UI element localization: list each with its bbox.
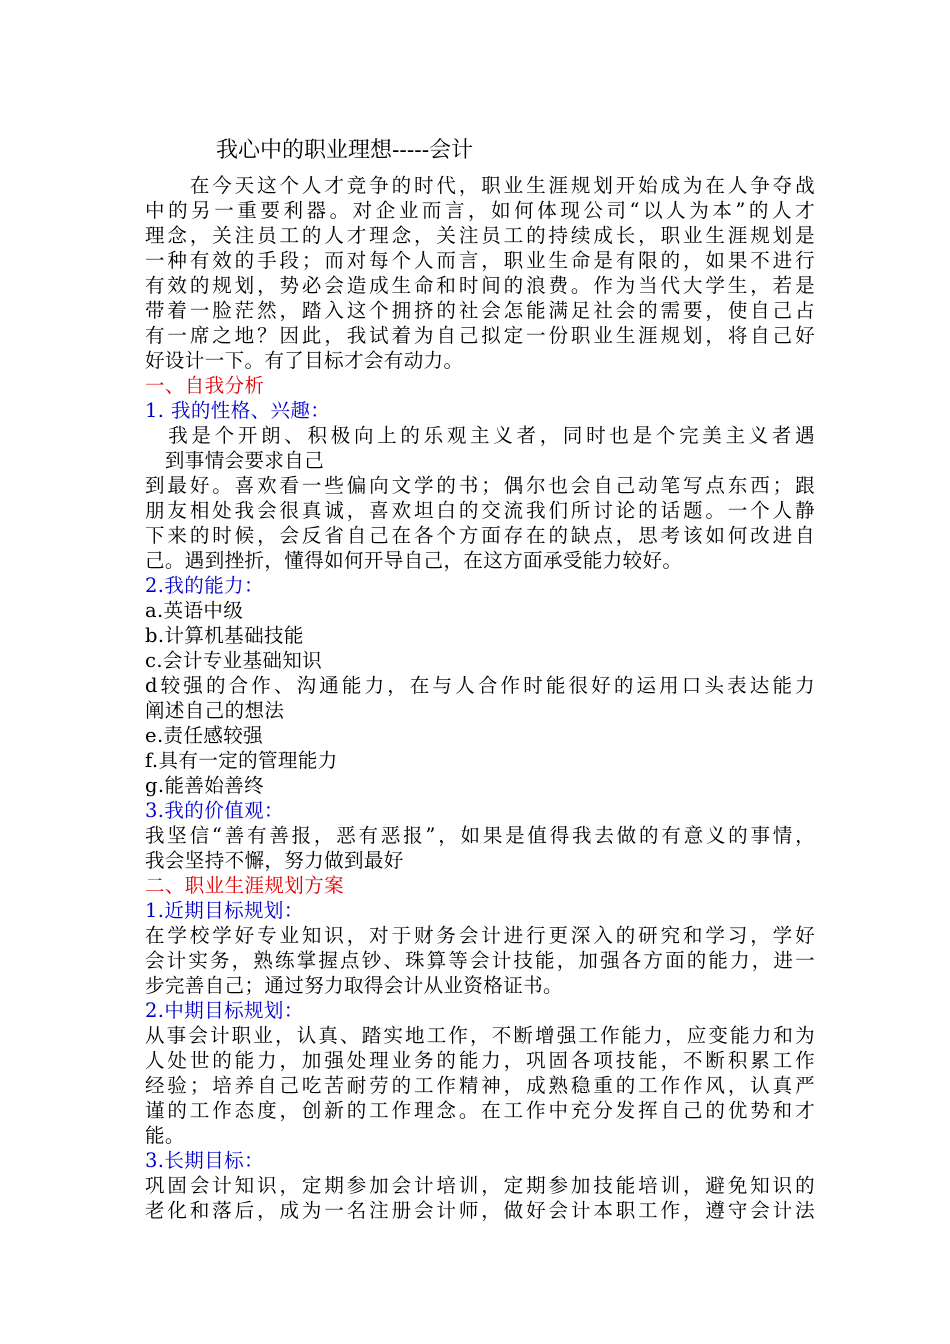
ability-item: 阐述自己的想法 — [145, 699, 285, 722]
subheading-near-term: 1.近期目标规划： — [145, 899, 304, 922]
intro-line: 中的另一重要利器。对企业而言，如何体现公司“以人为本”的人才 — [145, 199, 815, 222]
ability-item: f.具有一定的管理能力 — [145, 749, 338, 772]
intro-line: 带着一脸茫然，踏入这个拥挤的社会怎能满足社会的需要，使自己占 — [145, 299, 815, 322]
ability-item: e.责任感较强 — [145, 724, 264, 747]
mid-term-line: 从事会计职业，认真、踏实地工作，不断增强工作能力，应变能力和为 — [145, 1024, 815, 1047]
near-term-line: 会计实务，熟练掌握点钞、珠算等会计技能，加强各方面的能力，进一 — [145, 949, 815, 972]
values-line: 我坚信“善有善报，恶有恶报”，如果是值得我去做的有意义的事情， — [145, 824, 815, 847]
subheading-values: 3.我的价值观： — [145, 799, 284, 822]
near-term-line: 在学校学好专业知识，对于财务会计进行更深入的研究和学习，学好 — [145, 924, 815, 947]
intro-line: 一种有效的手段；而对每个人而言，职业生命是有限的，如果不进行 — [145, 249, 815, 272]
personality-line: 到最好。喜欢看一些偏向文学的书；偶尔也会自己动笔写点东西；跟 — [145, 474, 815, 497]
long-term-line: 巩固会计知识，定期参加会计培训，定期参加技能培训，避免知识的 — [145, 1174, 815, 1197]
intro-line: 理念，关注员工的人才理念，关注员工的持续成长，职业生涯规划是 — [145, 224, 815, 247]
intro-line: 有一席之地？因此，我试着为自己拟定一份职业生涯规划，将自己好 — [145, 324, 815, 347]
ability-item: b.计算机基础技能 — [145, 624, 304, 647]
ability-item: d较强的合作、沟通能力，在与人合作时能很好的运用口头表达能力 — [145, 674, 815, 697]
subheading-long-term: 3.长期目标： — [145, 1149, 264, 1172]
personality-line: 到事情会要求自己 — [145, 449, 325, 472]
personality-line: 己。遇到挫折，懂得如何开导自己，在这方面承受能力较好。 — [145, 549, 683, 572]
intro-line: 有效的规划，势必会造成生命和时间的浪费。作为当代大学生，若是 — [145, 274, 815, 297]
personality-line: 我是个开朗、积极向上的乐观主义者，同时也是个完美主义者遇 — [145, 424, 815, 447]
personality-line: 朋友相处我会很真诚，喜欢坦白的交流我们所讨论的话题。一个人静 — [145, 499, 815, 522]
subheading-personality: 1. 我的性格、兴趣： — [145, 399, 331, 422]
ability-item: g.能善始善终 — [145, 774, 264, 797]
intro-line: 在今天这个人才竞争的时代，职业生涯规划开始成为在人争夺战 — [145, 174, 815, 197]
section-heading-career-plan: 二、职业生涯规划方案 — [145, 874, 345, 897]
long-term-line: 老化和落后，成为一名注册会计师，做好会计本职工作，遵守会计法 — [145, 1199, 815, 1222]
section-heading-self-analysis: 一、自我分析 — [145, 374, 265, 397]
mid-term-line: 经验；培养自己吃苦耐劳的工作精神，成熟稳重的工作作风，认真严 — [145, 1074, 815, 1097]
subheading-mid-term: 2.中期目标规划： — [145, 999, 304, 1022]
near-term-line: 步完善自己；通过努力取得会计从业资格证书。 — [145, 974, 563, 997]
page-title: 我心中的职业理想-----会计 — [216, 138, 474, 163]
subheading-abilities: 2.我的能力： — [145, 574, 264, 597]
mid-term-line: 人处世的能力，加强处理业务的能力，巩固各项技能，不断积累工作 — [145, 1049, 815, 1072]
values-line: 我会坚持不懈，努力做到最好 — [145, 849, 404, 872]
ability-item: c.会计专业基础知识 — [145, 649, 323, 672]
mid-term-line: 谨的工作态度，创新的工作理念。在工作中充分发挥自己的优势和才 — [145, 1099, 815, 1122]
personality-line: 下来的时候，会反省自己在各个方面存在的缺点，思考该如何改进自 — [145, 524, 815, 547]
ability-item: a.英语中级 — [145, 599, 244, 622]
mid-term-line: 能。 — [145, 1124, 185, 1147]
intro-line: 好设计一下。有了目标才会有动力。 — [145, 349, 464, 372]
